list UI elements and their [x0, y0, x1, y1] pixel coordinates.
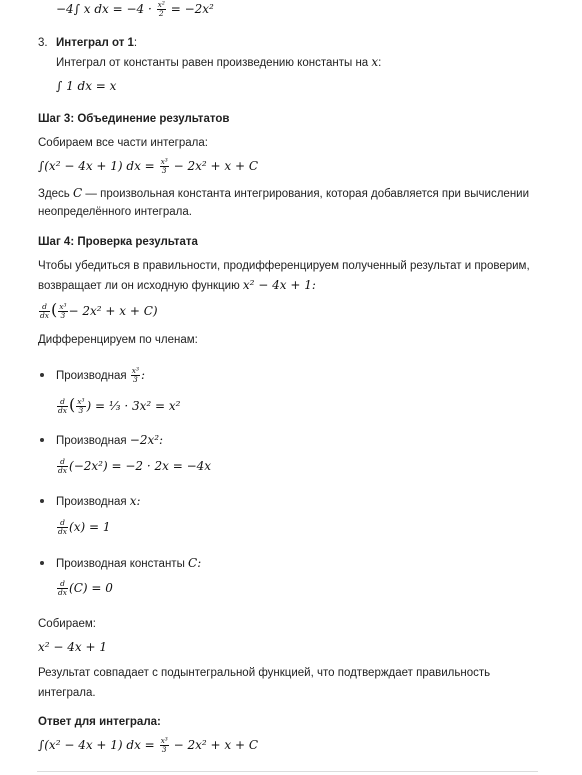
step3-note-line2: неопределённого интеграла. — [38, 206, 192, 218]
step3-heading: Шаг 3: Объединение результатов — [38, 113, 230, 125]
conclusion-line2: интеграла. — [38, 687, 96, 699]
integral-constant-formula: ∫ 1 dx = x — [56, 79, 117, 93]
bullet-1-formula: $\frac{d}{dx}$ ( $\frac{\text{x³}}{3}$ ) = ⅓ · 3x² = x² — [58, 395, 181, 415]
bullet-3-formula: $\frac{d}{dx}$ (x) = 1 — [58, 518, 111, 536]
bullet-dot — [40, 499, 44, 503]
bullet-4-formula: $\frac{d}{dx}$ (C) = 0 — [58, 579, 113, 597]
bullet-3-label: Производная x: — [56, 494, 141, 508]
bullet-2-label: Производная −2x²: — [56, 433, 164, 447]
bullet-1-label: Производная $\frac{\text{x³}}{3}$ : — [56, 366, 146, 384]
step3-note-line1: Здесь C — произвольная константа интегрирования, которая добавляется при вычислении — [38, 186, 530, 200]
collect-formula: x² − 4x + 1 — [38, 640, 107, 654]
conclusion-line1: Результат совпадает с подынтегральной функцией, что подтверждает правильность — [38, 667, 491, 679]
step3-formula: ∫(x² − 4x + 1) dx = $\frac{\text{x³}}{3}$ − 2x² + x + C — [38, 157, 259, 175]
bullet-dot — [40, 373, 44, 377]
top-formula: −4∫ x dx = −4 · $\frac{\text{x²}}{2}$ = −2x² — [56, 0, 214, 18]
step4-line2: возвращает ли он исходную функцию x² − 4x + 1: — [38, 278, 316, 292]
list-number: 3. — [38, 37, 48, 49]
step4-heading: Шаг 4: Проверка результата — [38, 236, 198, 248]
bullet-2-formula: $\frac{d}{dx}$ (−2x²) = −2 · 2x = −4x — [58, 457, 212, 475]
divider — [37, 771, 538, 772]
bullet-4-label: Производная константы C: — [56, 556, 202, 570]
answer-formula: ∫(x² − 4x + 1) dx = $\frac{\text{x³}}{3}$ − 2x² + x + C — [38, 736, 259, 754]
item-title: Интеграл от 1: — [56, 37, 138, 49]
bullet-dot — [40, 438, 44, 442]
item-description: Интеграл от константы равен произведению константы на x: — [56, 55, 382, 69]
diff-by-terms-text: Дифференцируем по членам: — [38, 334, 198, 346]
answer-heading: Ответ для интеграла: — [38, 716, 161, 728]
step4-derivative-formula: $\frac{d}{dx}$ ( $\frac{\text{x³}}{3}$ − 2x² + x + C) — [40, 300, 158, 320]
collect-label: Собираем: — [38, 618, 96, 630]
step3-text: Собираем все части интеграла: — [38, 137, 208, 149]
bullet-dot — [40, 561, 44, 565]
step4-line1: Чтобы убедиться в правильности, продифференцируем полученный результат и проверим, — [38, 260, 530, 272]
